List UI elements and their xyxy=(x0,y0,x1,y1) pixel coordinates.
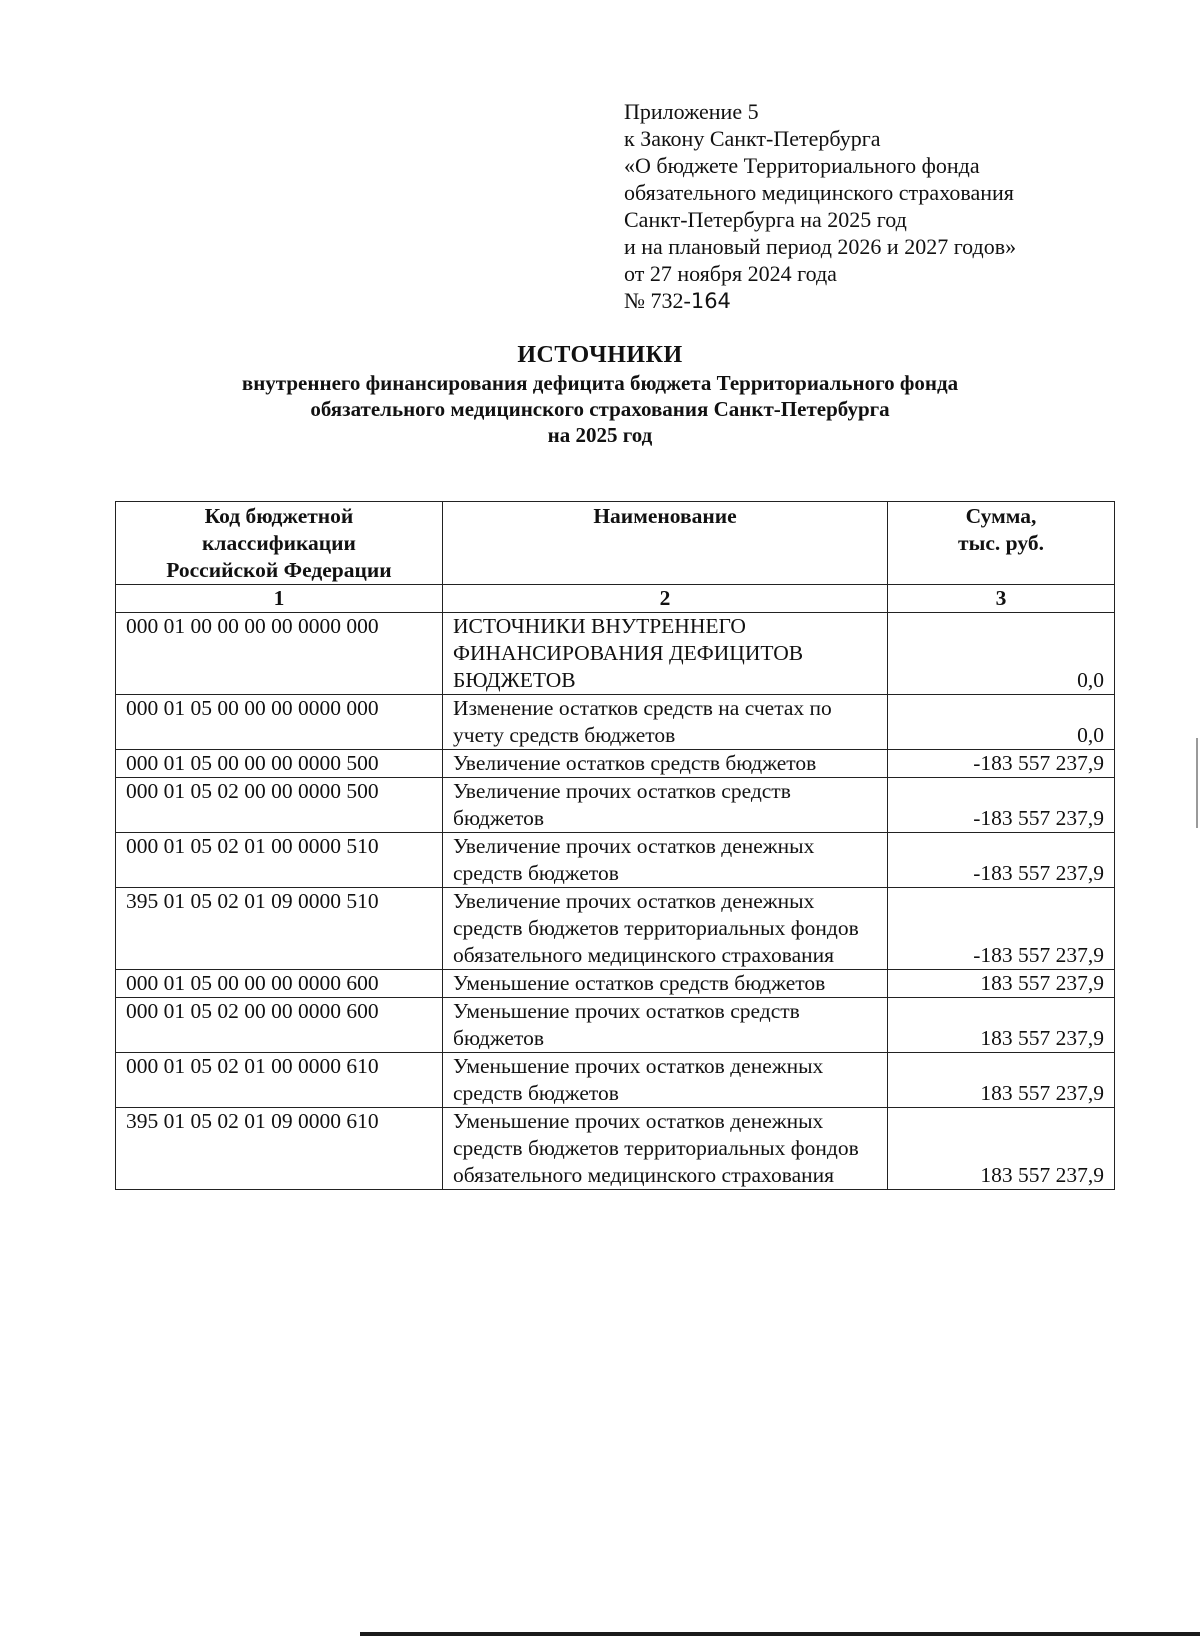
appendix-line: и на плановый период 2026 и 2027 годов» xyxy=(624,234,1017,259)
column-number-row xyxy=(116,585,1115,613)
row-sum: 183 557 237,9 xyxy=(888,1108,1115,1190)
table-row xyxy=(116,888,1115,970)
column-number: 2 xyxy=(443,585,888,613)
table-row xyxy=(116,970,1115,998)
budget-code: 000 01 05 02 00 00 0000 500 xyxy=(116,778,443,833)
document-title xyxy=(100,340,1100,448)
law-number-prefix: № 732- xyxy=(624,288,691,313)
header-name xyxy=(443,502,888,585)
budget-code: 000 01 05 00 00 00 0000 500 xyxy=(116,750,443,778)
column-number: 1 xyxy=(116,585,443,613)
law-number-handwritten: 164 xyxy=(690,289,731,313)
law-number xyxy=(624,287,1144,315)
row-name: Изменение остатков средств на счетах по учету средств бюджетов xyxy=(443,695,888,750)
row-name: Увеличение прочих остатков денежных средств бюджетов территориальных фондов обязательного медицинского страхования xyxy=(443,888,888,970)
appendix-line: Санкт-Петербурга на 2025 год xyxy=(624,207,907,232)
appendix-line: обязательного медицинского страхования xyxy=(624,180,1014,205)
row-sum: -183 557 237,9 xyxy=(888,888,1115,970)
row-sum: 183 557 237,9 xyxy=(888,998,1115,1053)
table-row xyxy=(116,613,1115,695)
budget-code: 000 01 05 02 01 00 0000 610 xyxy=(116,1053,443,1108)
row-name: Увеличение остатков средств бюджетов xyxy=(443,750,888,778)
title-sub-line: на 2025 год xyxy=(547,423,653,447)
header-sum xyxy=(888,502,1115,585)
budget-code: 000 01 05 02 00 00 0000 600 xyxy=(116,998,443,1053)
appendix-line: к Закону Санкт-Петербурга xyxy=(624,126,881,151)
row-name: Уменьшение прочих остатков средств бюджетов xyxy=(443,998,888,1053)
budget-code: 395 01 05 02 01 09 0000 510 xyxy=(116,888,443,970)
row-name: Увеличение прочих остатков средств бюджетов xyxy=(443,778,888,833)
appendix-header xyxy=(624,98,1144,315)
budget-code: 000 01 05 02 01 00 0000 510 xyxy=(116,833,443,888)
title-sub-line: обязательного медицинского страхования Санкт-Петербурга xyxy=(310,397,890,421)
row-name: Уменьшение остатков средств бюджетов xyxy=(443,970,888,998)
header-code-line: Код бюджетной xyxy=(204,504,354,528)
table-row xyxy=(116,750,1115,778)
table-row xyxy=(116,778,1115,833)
title-main: ИСТОЧНИКИ xyxy=(517,342,683,368)
row-sum: 0,0 xyxy=(888,695,1115,750)
header-sum-line: Сумма, xyxy=(965,504,1037,528)
table-header-row xyxy=(116,502,1115,585)
row-sum: 0,0 xyxy=(888,613,1115,695)
table-row xyxy=(116,998,1115,1053)
row-name: ИСТОЧНИКИ ВНУТРЕННЕГО ФИНАНСИРОВАНИЯ ДЕФИЦИТОВ БЮДЖЕТОВ xyxy=(443,613,888,695)
appendix-line: от 27 ноября 2024 года xyxy=(624,261,837,286)
budget-code: 395 01 05 02 01 09 0000 610 xyxy=(116,1108,443,1190)
row-sum: -183 557 237,9 xyxy=(888,750,1115,778)
budget-code: 000 01 05 00 00 00 0000 000 xyxy=(116,695,443,750)
budget-code: 000 01 05 00 00 00 0000 600 xyxy=(116,970,443,998)
table-row xyxy=(116,1108,1115,1190)
row-sum: -183 557 237,9 xyxy=(888,778,1115,833)
header-code-line: Российской Федерации xyxy=(166,558,392,582)
appendix-line: «О бюджете Территориального фонда xyxy=(624,153,980,178)
header-name-text: Наименование xyxy=(593,504,737,528)
row-name: Увеличение прочих остатков денежных средств бюджетов xyxy=(443,833,888,888)
table-row xyxy=(116,1053,1115,1108)
table-row xyxy=(116,833,1115,888)
sources-table xyxy=(115,501,1115,1190)
row-sum: 183 557 237,9 xyxy=(888,1053,1115,1108)
appendix-line: Приложение 5 xyxy=(624,99,759,124)
column-number: 3 xyxy=(888,585,1115,613)
table-row xyxy=(116,695,1115,750)
row-name: Уменьшение прочих остатков денежных средств бюджетов xyxy=(443,1053,888,1108)
header-code-line: классификации xyxy=(202,531,356,555)
header-sum-line: тыс. руб. xyxy=(958,531,1044,555)
title-sub-line: внутреннего финансирования дефицита бюджета Территориального фонда xyxy=(241,371,959,395)
row-sum: 183 557 237,9 xyxy=(888,970,1115,998)
scan-edge-mark xyxy=(1196,738,1198,828)
row-sum: -183 557 237,9 xyxy=(888,833,1115,888)
budget-code: 000 01 00 00 00 00 0000 000 xyxy=(116,613,443,695)
header-code xyxy=(116,502,443,585)
row-name: Уменьшение прочих остатков денежных средств бюджетов территориальных фондов обязательного медицинского страхования xyxy=(443,1108,888,1190)
scan-bottom-edge xyxy=(360,1632,1200,1636)
